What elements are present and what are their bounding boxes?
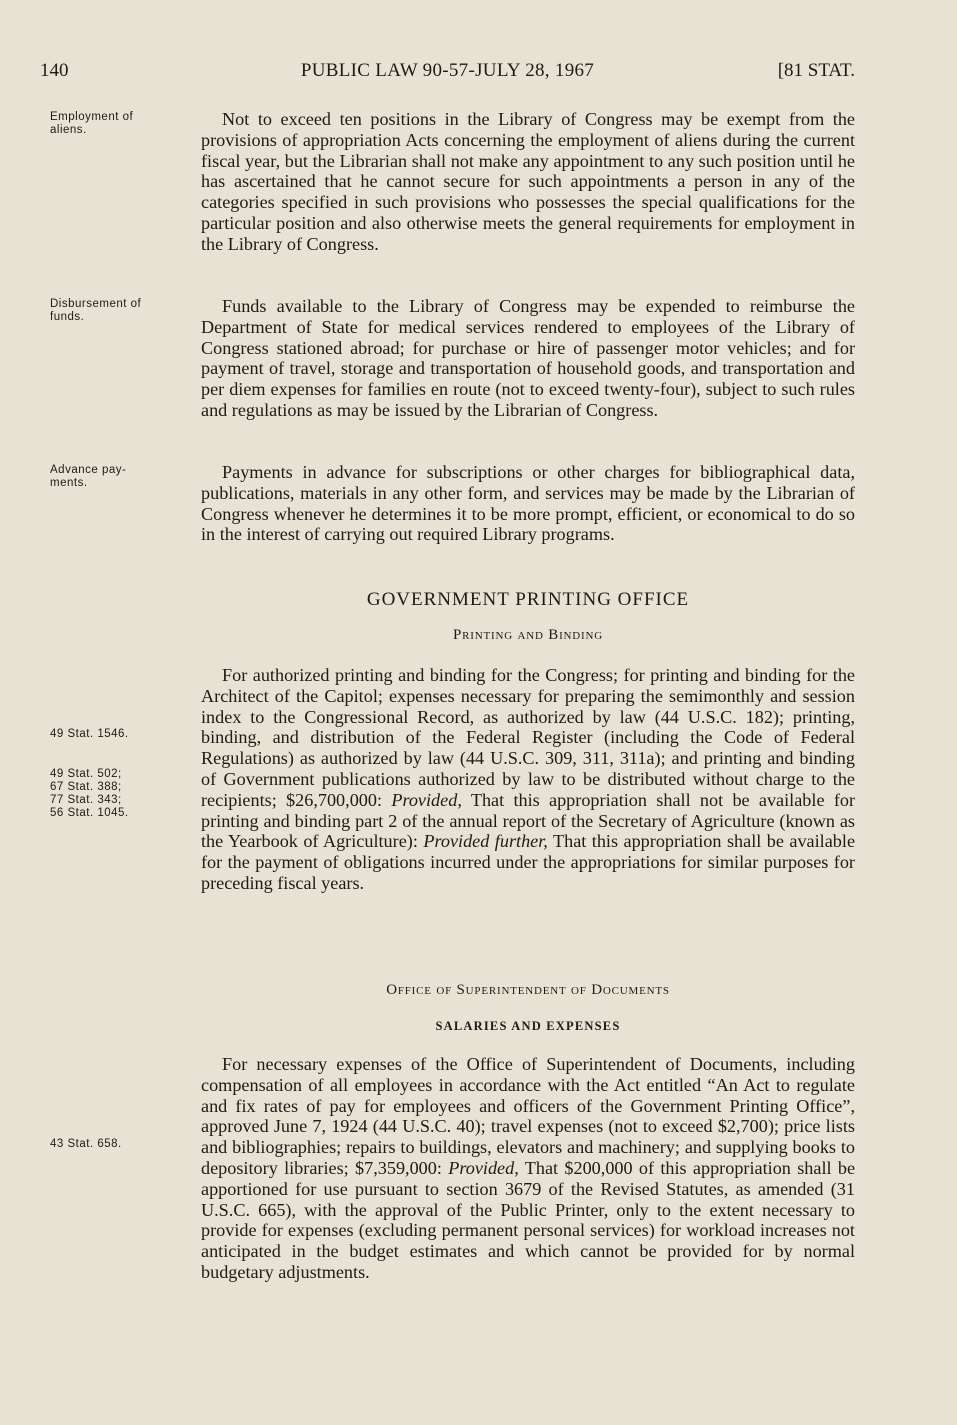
margin-note-line: Employment of: [50, 111, 134, 123]
margin-note-line: Disbursement of: [50, 298, 142, 310]
page-header: [40, 60, 855, 88]
paragraph-advance-payments: Payments in advance for subscriptions or other charges for bibliographical data, publications, materials in any other form, and services may be made by the Librarian of Congress whenever he determines it to be more prompt, efficient, or economical to do so in the interest of carrying out required Library programs.: [201, 462, 855, 545]
margin-note-line: ments.: [50, 477, 88, 489]
heading-salaries-and-expenses: SALARIES AND EXPENSES: [435, 1019, 621, 1033]
text-run: That $200,000 of this appropriation shall be apportioned for use pursuant to section 3679 of the Revised Statutes, as amended (31 U.S.C. 665), with the approval of the Public Printer, only to the extent necessary to provide for expenses (excluding permanent personal services) for workload increases not anticipated in the budget estimates and which cannot be provided for by normal budgetary adjustments.: [201, 1157, 856, 1282]
margin-note-line: 67 Stat. 388;: [50, 781, 122, 793]
margin-note-line: 49 Stat. 502;: [50, 768, 122, 780]
running-title: PUBLIC LAW 90-57-JULY 28, 1967: [300, 60, 595, 81]
margin-note-advance-payments: [50, 464, 180, 490]
text-run: That this appropriation shall not be available for printing and binding part 2 of the annual report of the Secretary of Agriculture (known as the Yearbook of Agriculture):: [201, 789, 856, 852]
paragraph-superintendent-of-documents: [201, 1054, 855, 1283]
text-run: That this appropriation shall be available for the payment of obligations incurred under the appropriations for similar purposes for preceding fiscal years.: [201, 831, 856, 893]
heading-printing-and-binding: Printing and Binding: [453, 627, 603, 643]
margin-note-stat-1546: 49 Stat. 1546.: [50, 728, 129, 740]
heading-government-printing-office: GOVERNMENT PRINTING OFFICE: [366, 589, 690, 610]
margin-note-line: funds.: [50, 311, 85, 323]
text-run: For necessary expenses of the Office of Superintendent of Documents, including compensation of all employees in accordance with the Act entitled “An Act to regulate and fix rates of pay for employees and officers of the Government Printing Office”, approved June 7, 1924 (44 U.S.C. 40); travel expenses (not to exceed $2,700); price lists and bibliographies; repairs to buildings, elevators and machinery; and supplying books to depository libraries; $7,359,000:: [201, 1054, 855, 1178]
italic-proviso: Provided,: [448, 1157, 519, 1178]
margin-note-disbursement-of-funds: [50, 298, 180, 324]
margin-note-employment-of-aliens: [50, 111, 180, 137]
paragraph-employment-of-aliens: Not to exceed ten positions in the Library of Congress may be exempt from the provisions of appropriation Acts concerning the employment of aliens during the current fiscal year, but the Librarian shall not make any appointment to any such position until he has ascertained that he cannot secure for such appointments a person in any of the categories specified in such provisions who possesses the special qualifications for the particular position and also otherwise meets the general requirements for employment in the Library of Congress.: [201, 109, 855, 254]
margin-note-stat-658: 43 Stat. 658.: [50, 1138, 122, 1150]
margin-note-line: aliens.: [50, 124, 87, 136]
margin-note-line: 77 Stat. 343;: [50, 794, 122, 806]
paragraph-disbursement-of-funds: Funds available to the Library of Congress may be expended to reimburse the Department of State for medical services rendered to employees of the Library of Congress stationed abroad; for purchase or hire of passenger motor vehicles; and for payment of travel, storage and transportation of household goods, and transportation and per diem expenses for families en route (not to exceed twenty-four), subject to such rules and regulations as may be issued by the Librarian of Congress.: [201, 296, 855, 420]
statute-reference: [81 STAT.: [777, 60, 855, 81]
page-number: 140: [40, 60, 69, 81]
heading-office-of-superintendent-of-documents: Office of Superintendent of Documents: [386, 982, 670, 998]
margin-note-stat-group: [50, 768, 180, 820]
margin-note-line: Advance pay-: [50, 464, 127, 476]
italic-proviso: Provided,: [391, 789, 462, 810]
text-run: For authorized printing and binding for the Congress; for printing and binding for the Architect of the Capitol; expenses necessary for preparing the semimonthly and session index to the Congressional Record, as authorized by law (44 U.S.C. 182); printing, binding, and distribution of the Federal Register (including the Code of Federal Regulations) as authorized by law (44 U.S.C. 309, 311, 311a); and printing and binding of Government publications authorized by law to be distributed without charge to the recipients; $26,700,000:: [201, 665, 855, 810]
italic-proviso: Provided further,: [423, 831, 548, 852]
margin-note-line: 56 Stat. 1045.: [50, 807, 129, 819]
paragraph-printing-and-binding: [201, 665, 855, 894]
